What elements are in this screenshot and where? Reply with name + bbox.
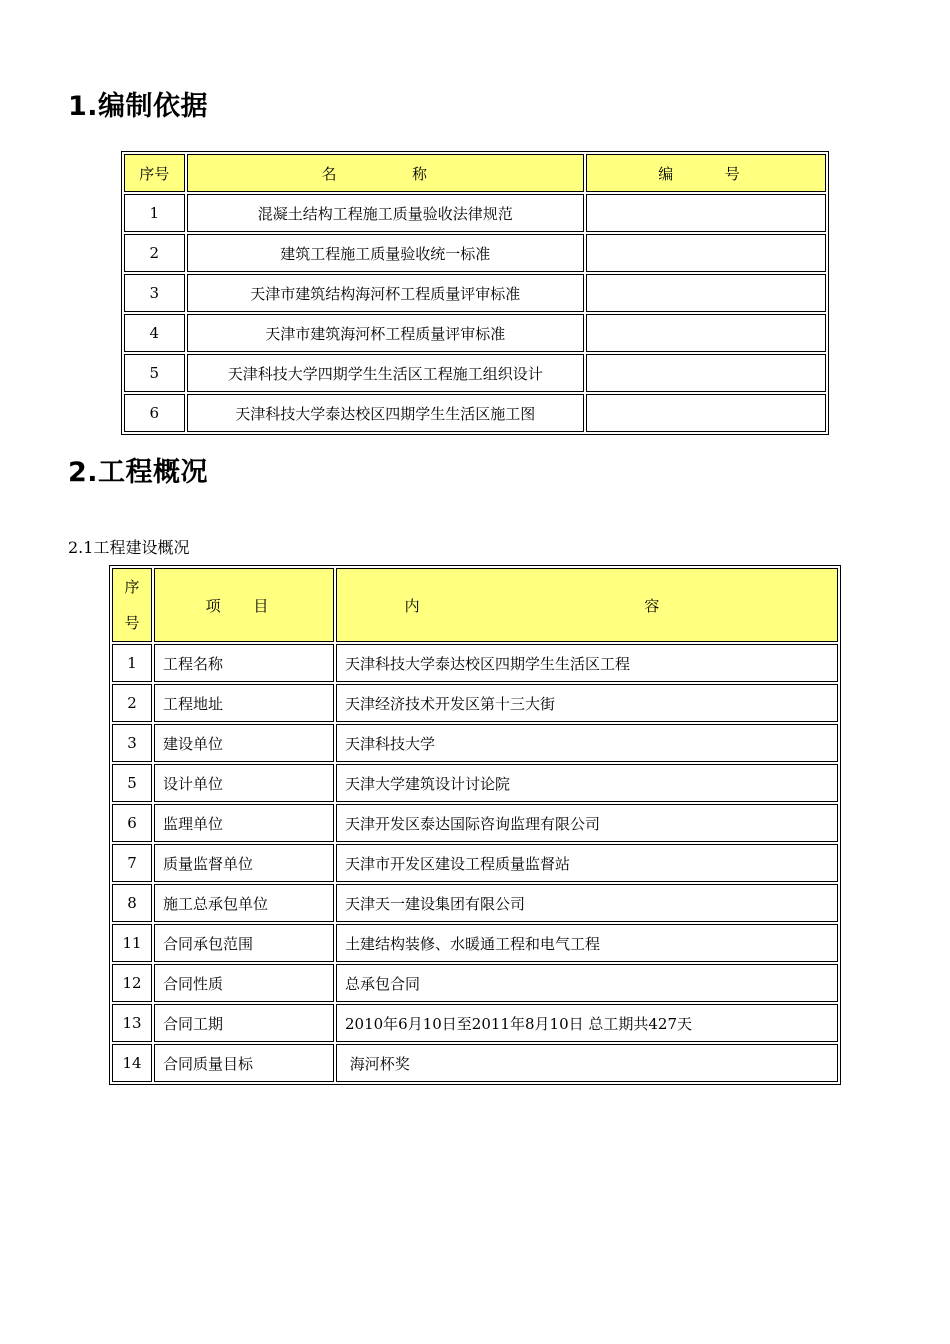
- table-row: [112, 1004, 838, 1042]
- row-item: 合同质量目标: [154, 1044, 334, 1082]
- table-row: [112, 964, 838, 1002]
- row-name: 天津市建筑海河杯工程质量评审标准: [187, 314, 584, 352]
- header-no-bottom: 号: [124, 614, 140, 632]
- row-no: 2: [124, 234, 185, 272]
- row-no: 7: [112, 844, 152, 882]
- table-row: [112, 1044, 838, 1082]
- row-item: 设计单位: [154, 764, 334, 802]
- row-content: 天津市开发区建设工程质量监督站: [336, 844, 838, 882]
- row-code: [586, 354, 826, 392]
- row-item: 合同工期: [154, 1004, 334, 1042]
- row-code: [586, 314, 826, 352]
- section-title-overview: 2.工程概况: [68, 457, 209, 488]
- row-content: 天津天一建设集团有限公司: [336, 884, 838, 922]
- row-code: [586, 274, 826, 312]
- header-content-text: 内 容: [404, 596, 770, 615]
- row-name: 天津市建筑结构海河杯工程质量评审标准: [187, 274, 584, 312]
- header-no: 序号: [124, 154, 185, 192]
- row-content: 天津开发区泰达国际咨询监理有限公司: [336, 804, 838, 842]
- row-item: 合同性质: [154, 964, 334, 1002]
- overview-table: [109, 565, 841, 1085]
- row-no: 1: [112, 644, 152, 682]
- table-row: [112, 684, 838, 722]
- row-no: 13: [112, 1004, 152, 1042]
- table-header-row: [124, 154, 826, 192]
- row-content: 天津科技大学: [336, 724, 838, 762]
- header-no: [112, 568, 152, 642]
- header-item: [154, 568, 334, 642]
- basis-table: [121, 151, 829, 435]
- table-row: [112, 764, 838, 802]
- row-name: 天津科技大学四期学生生活区工程施工组织设计: [187, 354, 584, 392]
- row-code: [586, 234, 826, 272]
- table-row: [112, 724, 838, 762]
- row-no: 1: [124, 194, 185, 232]
- header-content: [336, 568, 838, 642]
- header-code: [586, 154, 826, 192]
- header-item-text: 项 目: [205, 596, 283, 615]
- section-title-basis: 1.编制依据: [68, 91, 209, 122]
- row-content: 海河杯奖: [336, 1044, 838, 1082]
- row-content: 2010年6月10日至2011年8月10日 总工期共427天: [336, 1004, 838, 1042]
- row-no: 11: [112, 924, 152, 962]
- table-row: [124, 394, 826, 432]
- row-no: 12: [112, 964, 152, 1002]
- header-no-top: 序: [124, 578, 140, 596]
- row-item: 合同承包范围: [154, 924, 334, 962]
- row-code: [586, 394, 826, 432]
- row-item: 监理单位: [154, 804, 334, 842]
- header-name: [187, 154, 584, 192]
- row-no: 3: [112, 724, 152, 762]
- row-name: 混凝土结构工程施工质量验收法律规范: [187, 194, 584, 232]
- row-no: 14: [112, 1044, 152, 1082]
- row-code: [586, 194, 826, 232]
- table-row: [112, 844, 838, 882]
- table-row: [112, 884, 838, 922]
- row-no: 3: [124, 274, 185, 312]
- row-content: 天津大学建筑设计讨论院: [336, 764, 838, 802]
- row-item: 建设单位: [154, 724, 334, 762]
- row-item: 工程名称: [154, 644, 334, 682]
- row-no: 8: [112, 884, 152, 922]
- header-name-text: 名 称: [321, 164, 449, 183]
- table-row: [124, 274, 826, 312]
- table-row: [112, 804, 838, 842]
- table-header-row: [112, 568, 838, 642]
- row-content: 土建结构装修、水暖通工程和电气工程: [336, 924, 838, 962]
- row-name: 天津科技大学泰达校区四期学生生活区施工图: [187, 394, 584, 432]
- table-row: [112, 644, 838, 682]
- row-no: 6: [124, 394, 185, 432]
- row-content: 天津经济技术开发区第十三大街: [336, 684, 838, 722]
- table-row: [112, 924, 838, 962]
- row-no: 6: [112, 804, 152, 842]
- header-code-text: 编 号: [658, 164, 754, 183]
- row-item: 施工总承包单位: [154, 884, 334, 922]
- table-row: [124, 194, 826, 232]
- table-row: [124, 354, 826, 392]
- table-row: [124, 234, 826, 272]
- table-row: [124, 314, 826, 352]
- row-item: 工程地址: [154, 684, 334, 722]
- row-no: 2: [112, 684, 152, 722]
- row-no: 4: [124, 314, 185, 352]
- subsection-title: 2.1工程建设概况: [68, 538, 190, 557]
- row-no: 5: [124, 354, 185, 392]
- row-content: 天津科技大学泰达校区四期学生生活区工程: [336, 644, 838, 682]
- row-no: 5: [112, 764, 152, 802]
- row-content: 总承包合同: [336, 964, 838, 1002]
- row-name: 建筑工程施工质量验收统一标准: [187, 234, 584, 272]
- row-item: 质量监督单位: [154, 844, 334, 882]
